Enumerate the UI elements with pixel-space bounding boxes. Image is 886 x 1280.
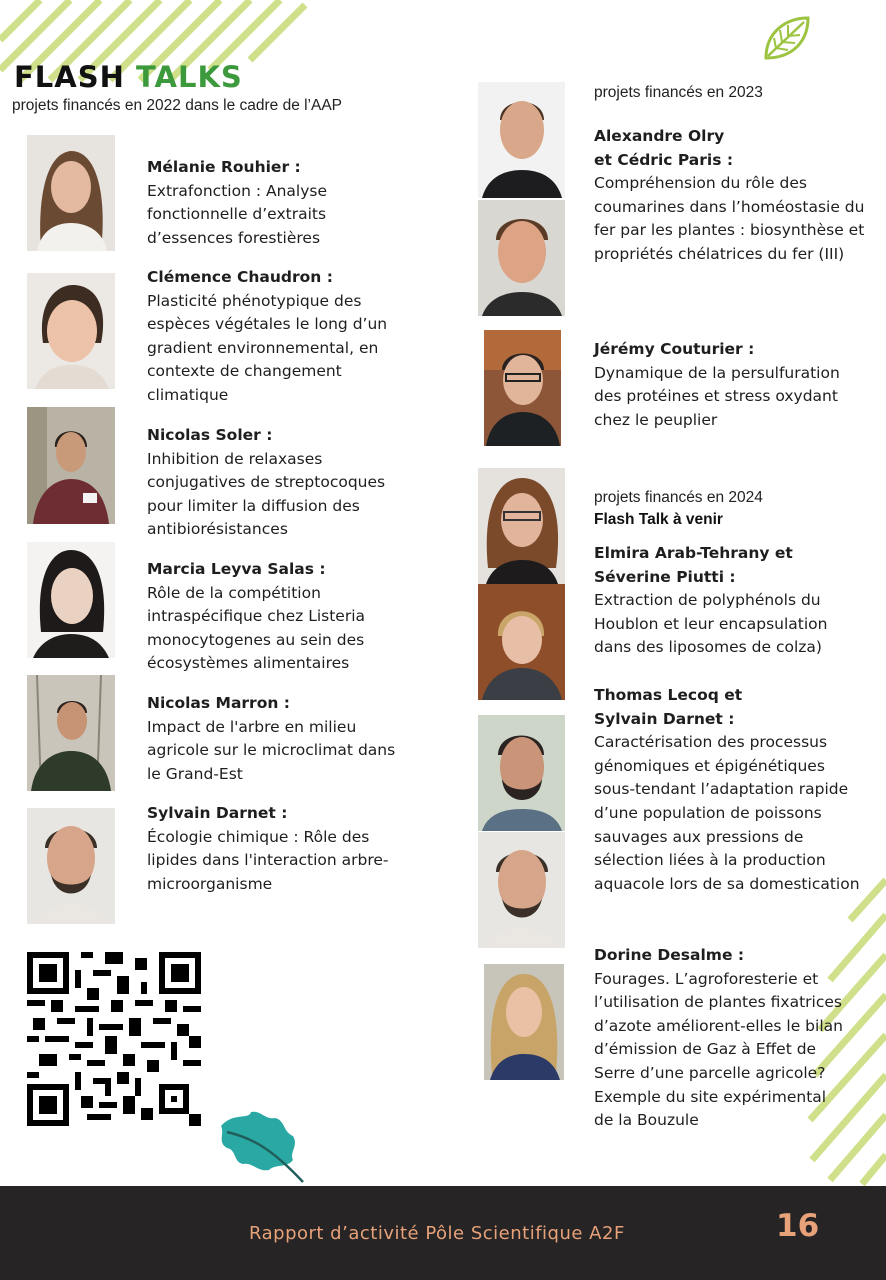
page-subtitle: projets financés en 2022 dans le cadre de l’AAP (12, 97, 343, 114)
portrait-photo-clemence-chaudron (27, 273, 115, 389)
portrait-photo-melanie-rouhier (27, 135, 115, 251)
portrait-photo-cedric-paris (478, 200, 565, 316)
entry-lecoq-darnet (594, 684, 866, 896)
entry-description: Rôle de la compétition intraspécifique chez Listeria monocytogenes au sein des écosystèmes alimentaires (147, 583, 365, 673)
portrait-photo-thomas-lecoq (478, 715, 565, 831)
section-sublabel-2024: Flash Talk à venir (594, 511, 723, 528)
qr-code[interactable] (27, 952, 201, 1126)
portrait-photo-marcia-leyva-salas (27, 542, 115, 658)
entry-dorine-desalme (594, 944, 849, 1133)
portrait-photo-alexandre-olry (478, 82, 565, 198)
entry-nicolas-soler (147, 424, 412, 542)
entry-description: Plasticité phénotypique des espèces végétales le long d’un gradient environnemental, en contexte de changement climatique (147, 291, 388, 404)
entry-melanie-rouhier (147, 156, 412, 250)
entry-name: Marcia Leyva Salas : (147, 560, 326, 578)
entry-nicolas-marron (147, 692, 412, 786)
entry-name: Nicolas Soler : (147, 426, 273, 444)
entry-description: Écologie chimique : Rôle des lipides dans l'interaction arbre-microorganisme (147, 827, 389, 893)
entry-description: Extraction de polyphénols du Houblon et leur encapsulation dans des liposomes de colza) (594, 591, 828, 657)
portrait-photo-jeremy-couturier (484, 330, 561, 446)
portrait-photo-nicolas-soler (27, 407, 115, 524)
entry-description: Extrafonction : Analyse fonctionnelle d’extraits d’essences forestières (147, 181, 327, 247)
portrait-photo-nicolas-marron (27, 675, 115, 791)
portrait-photo-sylvain-darnet (27, 808, 115, 924)
entry-marcia-leyva-salas (147, 558, 412, 676)
entry-name: Jérémy Couturier : (594, 340, 755, 358)
entry-name: Elmira Arab-Tehrany et Séverine Piutti : (594, 544, 793, 586)
entry-description: Fourages. L’agroforesterie et l’utilisation de plantes fixatrices d’azote améliorent-elles le bilan d’émission de Gaz à Effet de Serre d’une parcelle agricole? Exemple du site expérimental de la Bouzule (594, 969, 843, 1130)
entry-description: Caractérisation des processus génomiques et épigénétiques sous-tendant l’adaptation rapide d’une population de poissons sauvages aux pressions de sélection liées à la production aquacole lors de sa domestication (594, 733, 860, 893)
entry-sylvain-darnet (147, 802, 412, 896)
section-label-2023: projets financés en 2023 (594, 84, 763, 101)
entry-name: Alexandre Olry et Cédric Paris : (594, 127, 734, 169)
footer-report-title: Rapport d’activité Pôle Scientifique A2F (249, 1223, 625, 1244)
entry-description: Inhibition de relaxases conjugatives de streptocoques pour limiter la diffusion des antibiorésistances (147, 449, 386, 539)
section-label-2024: projets financés en 2024 (594, 489, 763, 506)
entry-name: Nicolas Marron : (147, 694, 290, 712)
portrait-photo-dorine-desalme (484, 964, 564, 1080)
entry-arab-tehrany-piutti (594, 542, 866, 660)
entry-jeremy-couturier (594, 338, 866, 432)
portrait-photo-elmira-arab-tehrany (478, 468, 565, 584)
entry-olry-paris (594, 125, 866, 267)
portrait-photo-severine-piutti (478, 584, 565, 700)
portrait-photo-sylvain-darnet-2 (478, 832, 565, 948)
leaf-icon (760, 12, 812, 64)
entry-description: Compréhension du rôle des coumarines dans l’homéostasie du fer par les plantes : biosynthèse et propriétés chélatrices du fer (III) (594, 174, 865, 263)
oak-leaf-icon (213, 1106, 313, 1186)
page-number: 16 (776, 1208, 820, 1244)
entry-name: Thomas Lecoq et Sylvain Darnet : (594, 686, 743, 728)
page-title: FLASH TALKS (14, 60, 243, 94)
entry-description: Impact de l'arbre en milieu agricole sur le microclimat dans le Grand-Est (147, 717, 396, 783)
entry-name: Mélanie Rouhier : (147, 158, 301, 176)
entry-name: Sylvain Darnet : (147, 804, 288, 822)
entry-name: Clémence Chaudron : (147, 268, 333, 286)
entry-name: Dorine Desalme : (594, 946, 745, 964)
entry-clemence-chaudron (147, 266, 412, 408)
entry-description: Dynamique de la persulfuration des protéines et stress oxydant chez le peuplier (594, 363, 840, 429)
